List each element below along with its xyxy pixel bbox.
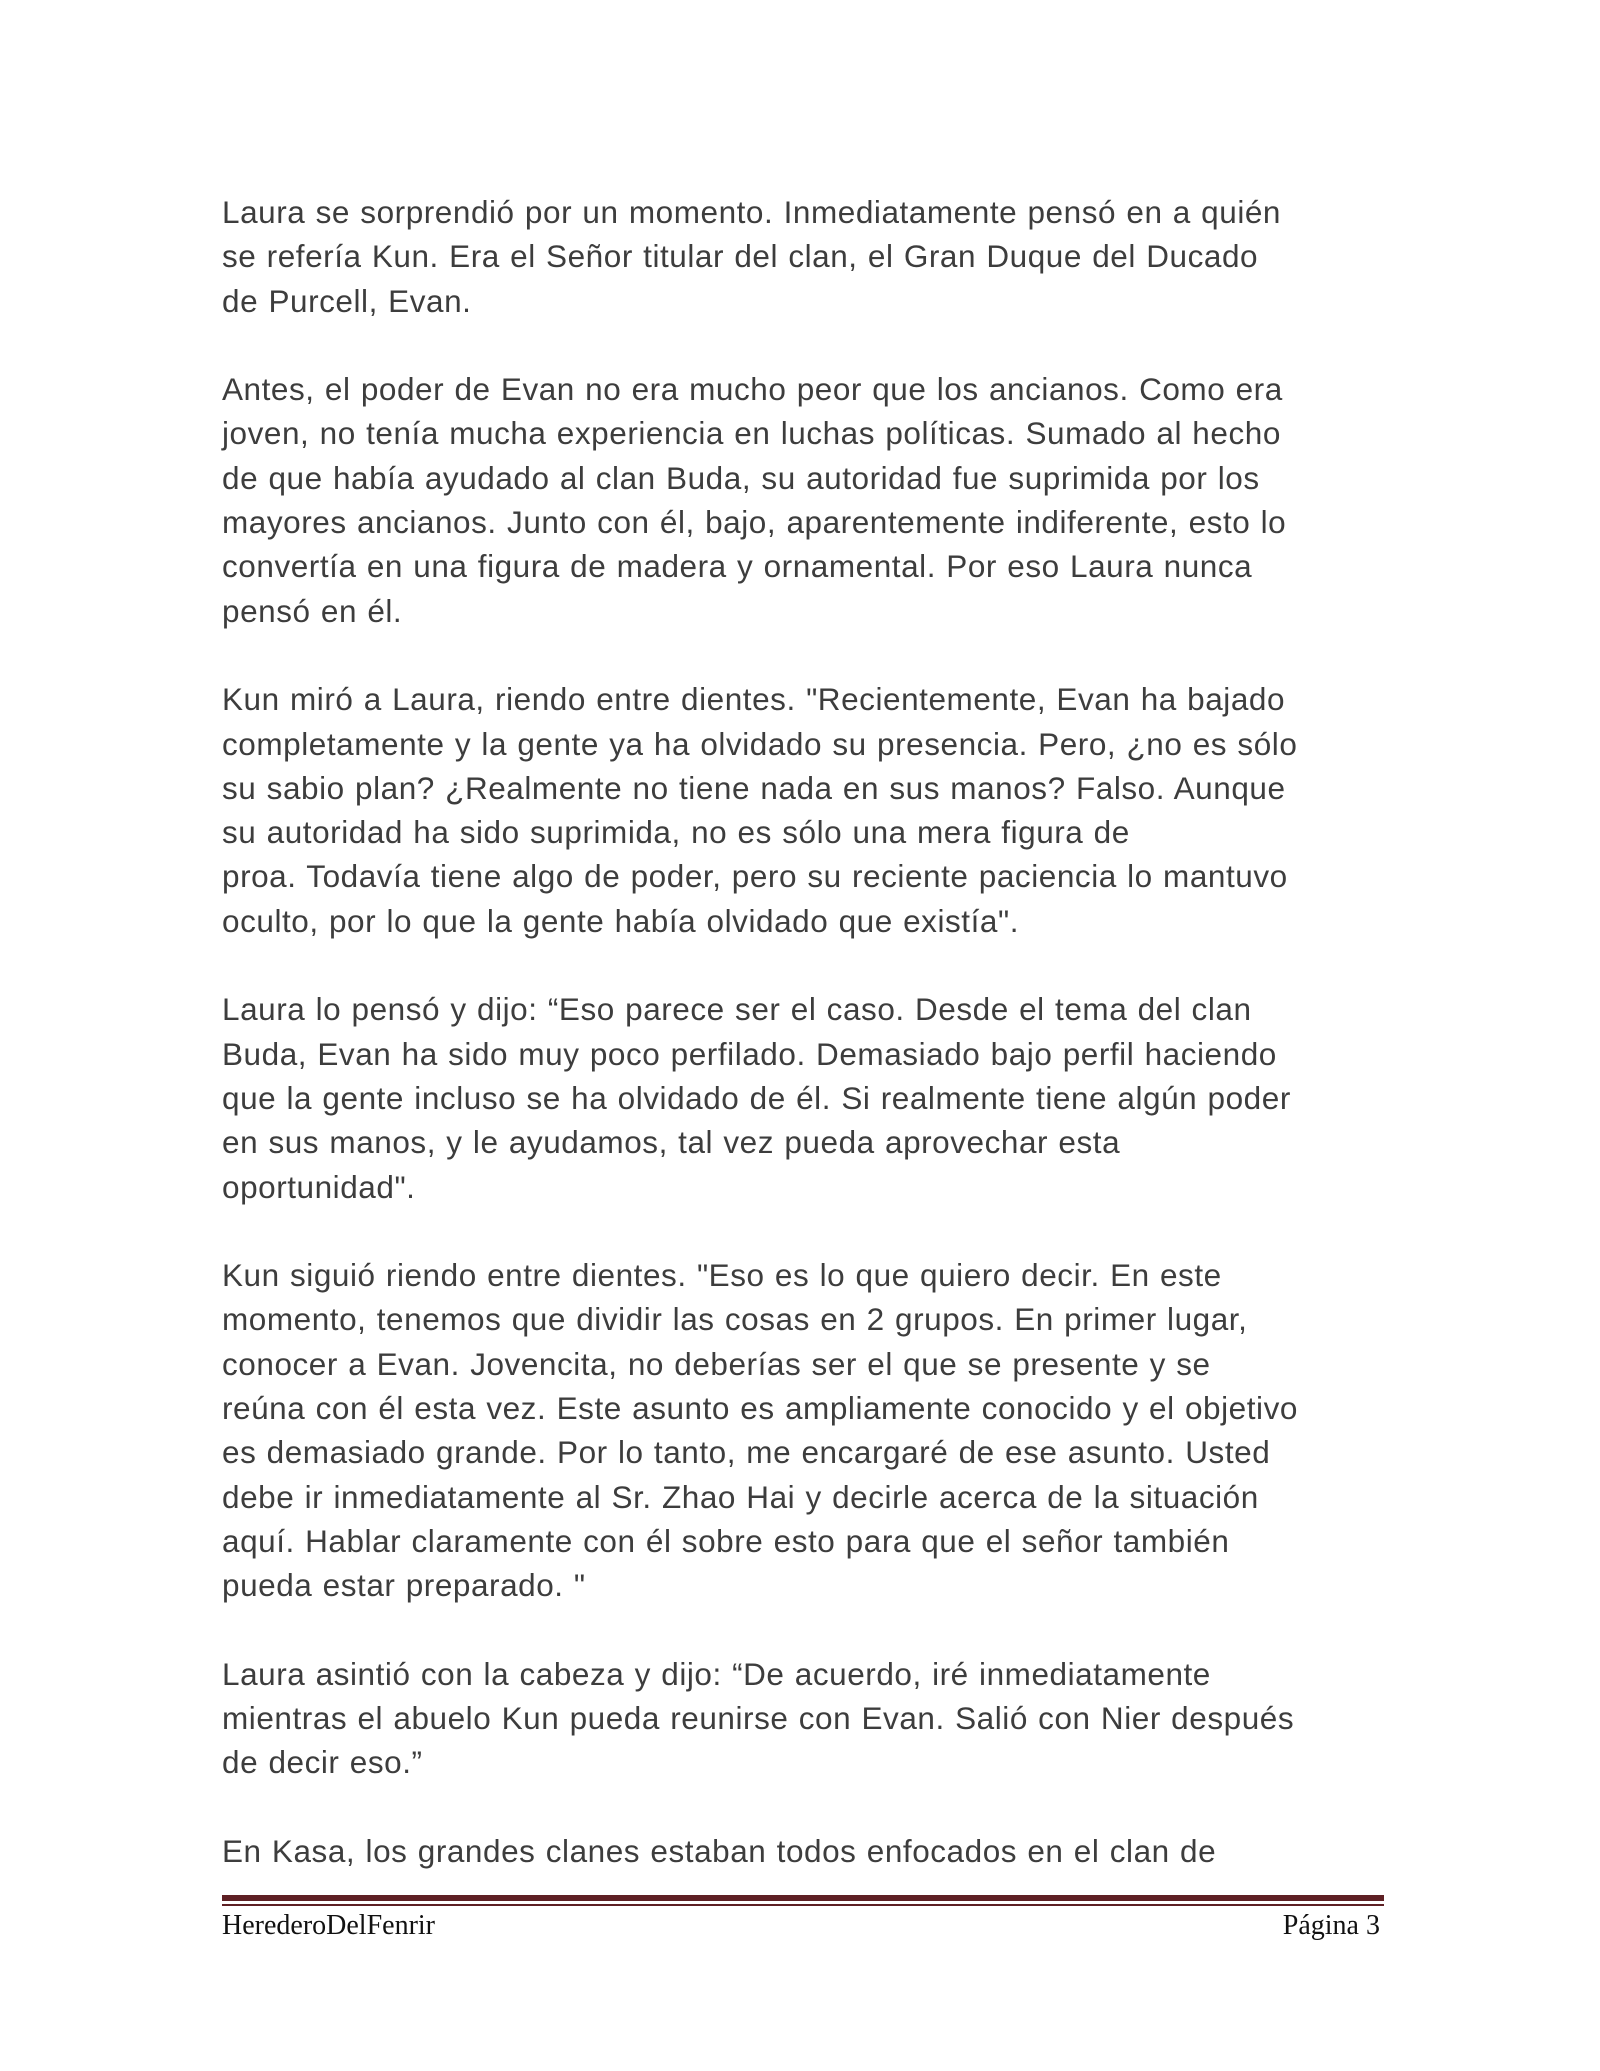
text-line: aquí. Hablar claramente con él sobre esto para que el señor también <box>222 1522 1230 1559</box>
paragraph <box>222 190 1387 323</box>
text-line: proa. Todavía tiene algo de poder, pero su reciente paciencia lo mantuvo <box>222 858 1288 895</box>
text-line: joven, no tenía mucha experiencia en luchas políticas. Sumado al hecho <box>222 415 1281 452</box>
paragraph <box>222 367 1387 633</box>
text-line: Kun siguió riendo entre dientes. "Eso es lo que quiero decir. En este <box>222 1257 1222 1294</box>
text-line: Kun miró a Laura, riendo entre dientes. "Recientemente, Evan ha bajado <box>222 681 1286 718</box>
text-line: que la gente incluso se ha olvidado de él. Si realmente tiene algún poder <box>222 1079 1291 1116</box>
paragraph <box>222 1829 1387 1873</box>
text-line: de decir eso.” <box>222 1744 423 1781</box>
text-line: Antes, el poder de Evan no era mucho peor que los ancianos. Como era <box>222 371 1283 408</box>
footer-author: HerederoDelFenrir <box>222 1910 436 1941</box>
paragraph <box>222 987 1387 1208</box>
footer-page-number: Página 3 <box>1282 1910 1380 1941</box>
footer-rule-thick <box>222 1895 1384 1901</box>
text-line: oportunidad". <box>222 1168 416 1205</box>
text-line: de Purcell, Evan. <box>222 282 472 319</box>
text-line: completamente y la gente ya ha olvidado su presencia. Pero, ¿no es sólo <box>222 725 1298 762</box>
text-line: momento, tenemos que dividir las cosas en 2 grupos. En primer lugar, <box>222 1301 1248 1338</box>
text-line: En Kasa, los grandes clanes estaban todos enfocados en el clan de <box>222 1832 1217 1869</box>
text-line: convertía en una figura de madera y ornamental. Por eso Laura nunca <box>222 548 1253 585</box>
paragraph <box>222 1652 1387 1785</box>
text-line: debe ir inmediatamente al Sr. Zhao Hai y decirle acerca de la situación <box>222 1478 1259 1515</box>
text-line: pensó en él. <box>222 592 403 629</box>
paragraph <box>222 1253 1387 1607</box>
text-line: es demasiado grande. Por lo tanto, me encargaré de ese asunto. Usted <box>222 1434 1271 1471</box>
footer-rule-thin <box>222 1904 1384 1906</box>
text-line: pueda estar preparado. " <box>222 1567 586 1604</box>
text-line: su sabio plan? ¿Realmente no tiene nada en sus manos? Falso. Aunque <box>222 769 1286 806</box>
text-line: de que había ayudado al clan Buda, su autoridad fue suprimida por los <box>222 459 1260 496</box>
text-line: se refería Kun. Era el Señor titular del clan, el Gran Duque del Ducado <box>222 238 1259 275</box>
text-line: en sus manos, y le ayudamos, tal vez pueda aprovechar esta <box>222 1124 1121 1161</box>
text-line: su autoridad ha sido suprimida, no es sólo una mera figura de <box>222 814 1130 851</box>
text-line: conocer a Evan. Jovencita, no deberías ser el que se presente y se <box>222 1345 1211 1382</box>
text-line: Laura lo pensó y dijo: “Eso parece ser el caso. Desde el tema del clan <box>222 991 1252 1028</box>
text-line: Buda, Evan ha sido muy poco perfilado. Demasiado bajo perfil haciendo <box>222 1035 1277 1072</box>
body-text <box>222 190 1387 1918</box>
text-line: mientras el abuelo Kun pueda reunirse con Evan. Salió con Nier después <box>222 1700 1295 1737</box>
text-line: Laura asintió con la cabeza y dijo: “De acuerdo, iré inmediatamente <box>222 1655 1211 1692</box>
text-line: reúna con él esta vez. Este asunto es ampliamente conocido y el objetivo <box>222 1390 1298 1427</box>
paragraph <box>222 677 1387 943</box>
text-line: Laura se sorprendió por un momento. Inmediatamente pensó en a quién <box>222 194 1282 230</box>
text-line: oculto, por lo que la gente había olvidado que existía". <box>222 902 1020 939</box>
text-line: mayores ancianos. Junto con él, bajo, aparentemente indiferente, esto lo <box>222 504 1287 541</box>
